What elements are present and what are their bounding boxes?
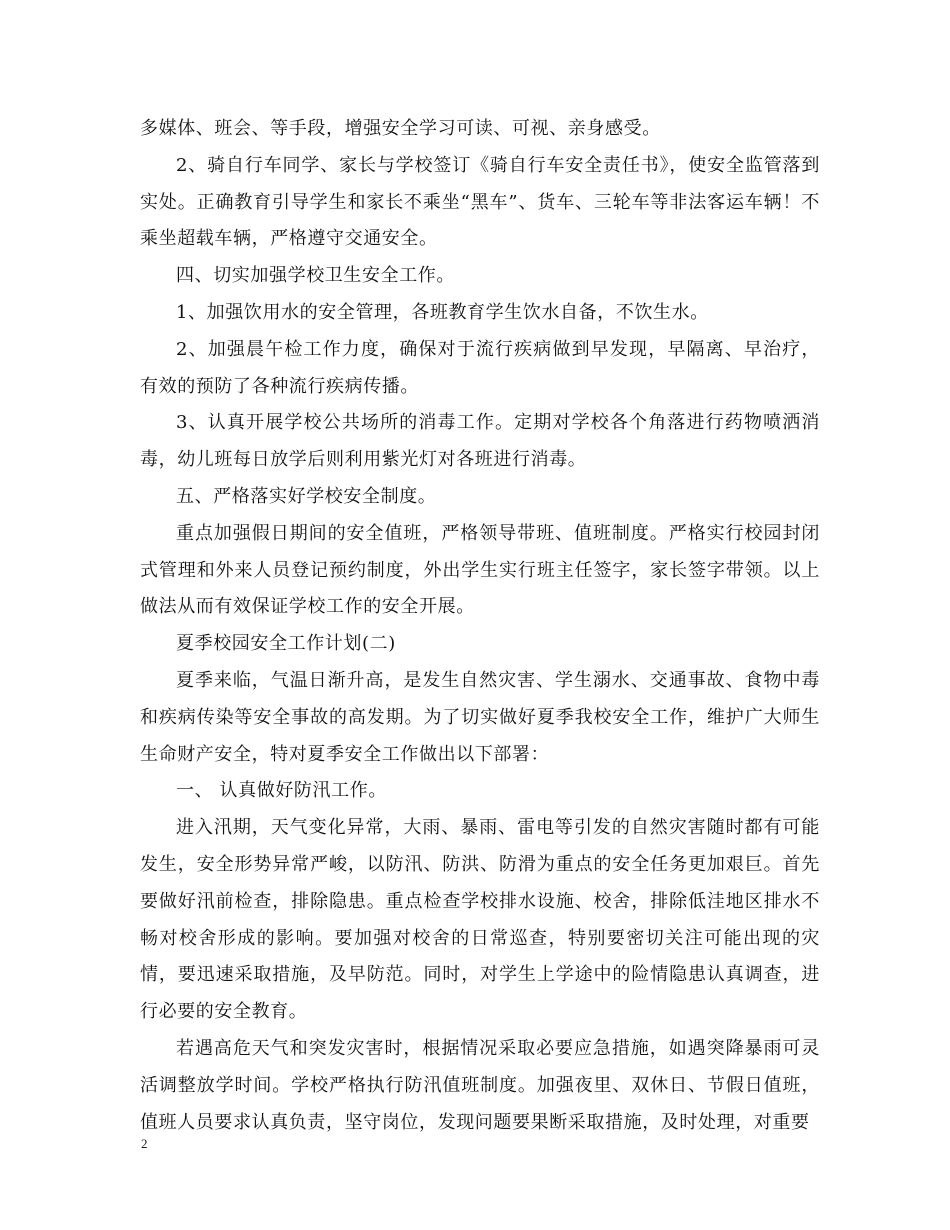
page-number: 2 xyxy=(141,1136,148,1151)
paragraph: 夏季来临，气温日渐升高，是发生自然灾害、学生溺水、交通事故、食物中毒和疾病传染等安全事故的高发期。为了切实做好夏季我校安全工作，维护广大师生生命财产安全，特对夏季安全工作做出以下部署： xyxy=(140,669,820,765)
paragraph: 四、切实加强学校卫生安全工作。 xyxy=(176,265,455,287)
paragraph: 多媒体、班会、等手段，增强安全学习可读、可视、亲身感受。 xyxy=(140,118,661,139)
paragraph: 进入汛期，天气变化异常，大雨、暴雨、雷电等引发的自然灾害随时都有可能发生，安全形势异常严峻，以防汛、防洪、防滑为重点的安全任务更加艰巨。首先要做好汛前检查，排除隐患。重点检查学校排水设施、校舍，排除低洼地区排水不畅对校舍形成的影响。要加强对校舍的日常巡查，特别要密切关注可能出现的灾情，要迅速采取措施，及早防范。同时，对学生上学途中的险情隐患认真调查，进行必要的安全教育。 xyxy=(140,817,820,1023)
paragraph: 1、加强饮用水的安全管理，各班教育学生饮水自备，不饮生水。 xyxy=(176,301,709,323)
paragraph: 一、 认真做好防汛工作。 xyxy=(176,780,387,802)
paragraph: 五、严格落实好学校安全制度。 xyxy=(176,485,437,507)
paragraph: 2、加强晨午检工作力度，确保对于流行疾病做到早发现，早隔离、早治疗，有效的预防了各种流行疾病传播。 xyxy=(140,338,820,397)
paragraph: 若遇高危天气和突发灾害时，根据情况采取必要应急措施，如遇突降暴雨可灵活调整放学时间。学校严格执行防汛值班制度。加强夜里、双休日、节假日值班，值班人员要求认真负责，坚守岗位，发现问题要果断采取措施，及时处理，对重要 xyxy=(140,1037,820,1133)
paragraph: 夏季校园安全工作计划(二) xyxy=(176,633,396,655)
paragraph: 重点加强假日期间的安全值班，严格领导带班、值班制度。严格实行校园封闭式管理和外来人员登记预约制度，外出学生实行班主任签字，家长签字带领。以上做法从而有效保证学校工作的安全开展。 xyxy=(140,522,820,618)
document-body xyxy=(140,111,820,1141)
paragraph: 3、认真开展学校公共场所的消毒工作。定期对学校各个角落进行药物喷洒消毒，幼儿班每日放学后则利用紫光灯对各班进行消毒。 xyxy=(140,412,820,471)
paragraph: 2、骑自行车同学、家长与学校签订《骑自行车安全责任书》，使安全监管落到实处。正确教育引导学生和家长不乘坐“黑车”、货车、三轮车等非法客运车辆！不乘坐超载车辆，严格遵守交通安全。 xyxy=(140,154,820,250)
